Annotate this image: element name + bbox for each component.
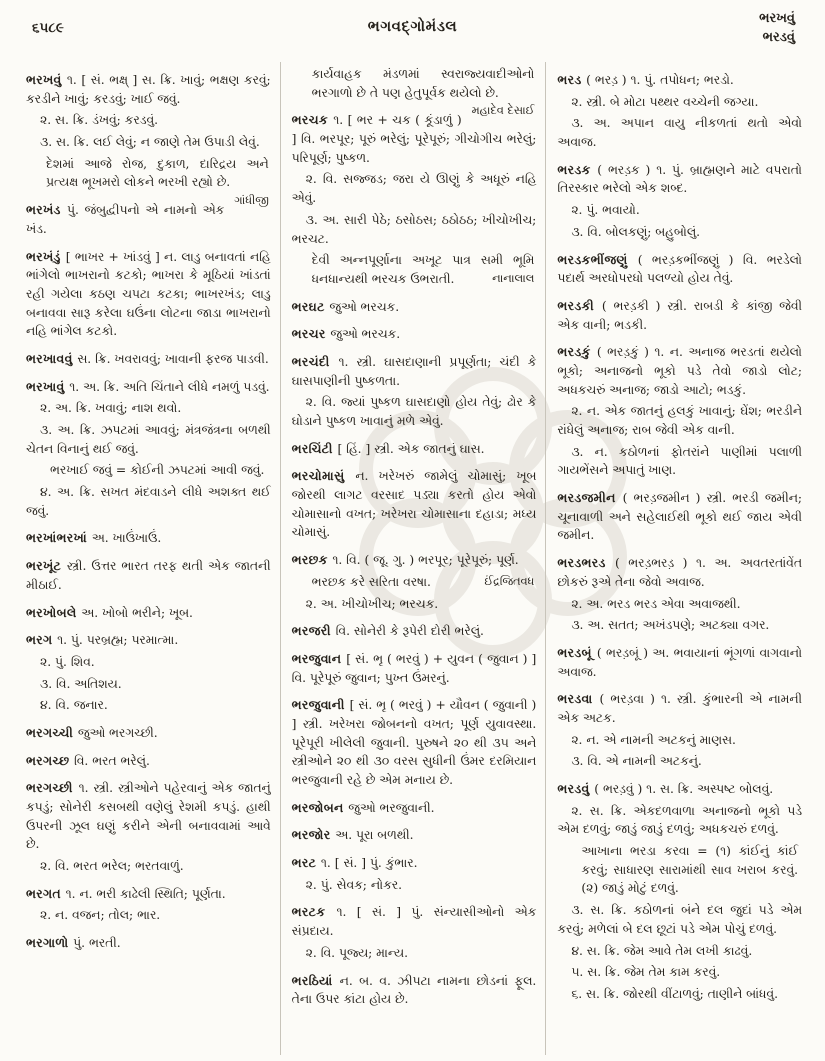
headword: ભરગ <box>26 632 58 648</box>
definition-text: ૨. અ. ભરડ ભરડ એવા અવાજથી. <box>571 596 741 611</box>
sense-line <box>292 876 537 895</box>
definition-text: ૧. [ ભર + ચક ( કૂંડાળું ) ] વિ. ભરપૂર; પૂરું ભરેલું; પૂરેપૂરું; ગીચોગીચ ભરેલું; પરિપૂર્ણ; પુષ્કળ. <box>291 113 537 165</box>
dictionary-entry <box>557 161 802 198</box>
dictionary-entry <box>26 885 271 904</box>
dictionary-entry <box>292 826 537 845</box>
quote-text: ભરછક કરે સરિતા વરષા. <box>311 574 431 589</box>
definition-text: ૩. ન. કઠોળનાં ફોતરાંને પાણીમાં પલાળી ગાયભેંસને અપાતું ખાણ. <box>557 444 803 478</box>
dictionary-entry <box>292 622 537 641</box>
definition-text: ૨. પું. સેવક; નોકર. <box>305 877 403 892</box>
sense-line <box>26 696 271 715</box>
dictionary-entry <box>26 248 271 341</box>
headword: ભરડકભીંજણું <box>557 251 638 267</box>
dictionary-column-3 <box>545 62 811 1055</box>
definition-text: ૧. સ્ત્રી. સ્ત્રીઓને પહેરવાનું એક જાતનું કપડું; સોનેરી કસબથી વણેલું રેશમી કપડું. હાથી ઉપરની ઝૂલ ઘણું કરીને એની બનાવવામાં આવે છે. <box>26 781 271 852</box>
sense-line <box>557 901 802 938</box>
definition-text: ( ભરડ઼ ) ૧. પું. તપોધન; ભરડો. <box>586 73 734 87</box>
definition-text: ન. ખરેખરું જામેલું ચોમાસું; ખૂબ જોરથી લાગટ વરસાદ પડ્યા કરતો હોય એવો ચોમાસાનો વખત; ખરેખરા ચોમાસાના દહાડા; મધ્ય ચોમાસું. <box>291 469 537 540</box>
idiom-line <box>557 842 802 898</box>
quote-text: કાર્યવાહક મંડળમાં સ્વરાજ્યવાદીઓનો ભરગાળો છે તે પણ હેતુપૂર્વક થયેલો છે. <box>311 67 535 100</box>
definition-text: ન. બ. વ. ઝીપટા નામના છોડનાં ફૂલ. તેના ઉપર કાંટા હોય છે. <box>291 973 537 1007</box>
definition-text: ૨. ન. વજન; તોલ; ભાર. <box>40 908 161 923</box>
headword: ભરગત <box>26 885 66 901</box>
sense-line <box>557 201 802 220</box>
text-columns <box>22 62 811 1055</box>
sense-line <box>26 857 271 876</box>
headword: ભરછક <box>291 552 333 568</box>
definition-text: ૨. સ. ક્રિ. એકદળવાળા અનાજનો ભૂકો પડે એમ દળવું; જાડું જાડું દળવું; અધકચરું દળવું. <box>557 803 803 837</box>
definition-text: ૨. વિ. જ્યાં પુષ્કળ ઘાસદાણો હોય તેવું; ઢોર કે ઘોડાને પુષ્કળ ખાવાનું મળે એવું. <box>291 395 537 428</box>
quote-attribution: નાનાલાલ <box>492 271 535 285</box>
sense-line <box>26 483 271 520</box>
definition-text: ૩. વિ. અતિશય. <box>40 676 122 691</box>
definition-text: ૨. વિ. સજ્જડ; જરા યે ઊણું કે અધૂરું નહિ એવું. <box>291 172 537 206</box>
quotation <box>26 155 271 208</box>
sense-line <box>26 675 271 694</box>
headword: ભરગચ્છી <box>26 780 79 796</box>
definition-text: [ સં. ભૃ ( ભરવું ) + યુવન ( જુવાન ) ] વિ. પૂરેપૂરું જુવાન; પુખ્ત ઉંમરનું. <box>291 651 537 685</box>
sense-line <box>557 802 802 839</box>
definition-text: અ. ખોબો ભરીને; ખૂબ. <box>81 605 193 620</box>
definition-text: પું. ભરતી. <box>73 936 121 951</box>
definition-text: જુઓ ભરચક. <box>329 299 400 314</box>
sense-line <box>292 170 537 207</box>
sense-line <box>557 942 802 961</box>
dictionary-entry <box>292 799 537 818</box>
dictionary-entry <box>292 854 537 873</box>
definition-text: ૬. સ. ક્રિ. જોરથી વીંટાળવું; તાણીને બાંધવું. <box>571 986 778 1001</box>
definition-text: ૩. વિ. બોલકણું; બહુબોલું. <box>571 224 701 239</box>
definition-text: ( ભરડ઼બૂં ) અ. ભવાયાનાં ભૂંગળાં વાગવાનો અવાજ. <box>557 645 803 679</box>
dictionary-entry <box>557 644 802 681</box>
definition-text: આખાના ભરડા કરવા = (૧) કાંઈનું કાંઈ કરવું; સાધારણ સારામાંથી સાવ ખરાબ કરવું. (૨) જાડું મોટું દળવું. <box>581 844 799 896</box>
headword: ભરખવું <box>26 72 67 87</box>
sense-line <box>26 133 271 152</box>
definition-text: ૫. સ. ક્રિ. જેમ તેમ કામ કરવું. <box>571 965 721 980</box>
headword: ભરડબૂં <box>557 644 597 660</box>
headword: ભરટ <box>291 855 321 871</box>
headword: ભરચિંટી <box>291 440 338 456</box>
definition-text: ૨. સ. ક્રિ. ડંખવું; કરડવું. <box>40 113 159 128</box>
definition-text: ૧. અ. ક્રિ. અતિ ચિંતાને લીધે નમળું પડવું. <box>69 379 270 394</box>
sense-line <box>292 393 537 430</box>
headword: ભરટક <box>291 904 337 920</box>
page-title: ભગવદ્ગોમંડલ <box>367 17 458 35</box>
headword: ભરખાંભરખાં <box>26 530 92 546</box>
dictionary-entry <box>292 111 537 167</box>
definition-text: ૧. [ સં. ભક્ષ્ ] સ. ક્રિ. ખાવું; ભક્ષણ કરવું; કરડીને ખાવું; કરડવું; ખાઈ જવું. <box>26 73 271 106</box>
definition-text: ૩. અ. સતત; અખંડપણે; અટક્યા વગર. <box>571 618 770 633</box>
definition-text: ૩. અ. સારી પેઠે; ઠસોઠસ; ઠઠોઠઠ; ખીચોખીચ; ભરચટ. <box>291 212 537 246</box>
definition-text: અ. પૂરા બળથી. <box>335 828 414 843</box>
dictionary-entry <box>26 378 271 397</box>
dictionary-entry <box>557 690 802 727</box>
definition-text: ( ભરડ઼જમીન ) સ્ત્રી. ભરડી જમીન; ચૂનાવાળી અને સહેલાઈથી ભૂકો થઈ જાય એવી જમીન. <box>557 491 803 543</box>
definition-text: સ્ત્રી. ઉત્તર ભારત તરફ થતી એક જાતની મીઠાઈ. <box>26 559 271 592</box>
headword: ભરજોર <box>291 827 336 843</box>
definition-text: જુઓ ભરગચ્છી. <box>77 725 158 740</box>
definition-text: ૨. અ. ક્રિ. ખવાવું; નાશ થવો. <box>40 401 182 416</box>
headword: ભરચંદી <box>291 353 339 369</box>
definition-text: [ ભાખર + ખાંડવું ] ન. લાડુ બનાવતાં નહિ ભાંગેલો ભાખરાનો કટકો; ભાખરા કે મૂઠિયાં ખાંડતાં રહી ગયેલા કઠણ ચપટા કટકા; ભાખરખંડ; લાડુ બનાવવા સારૂ કરેલા ઘઉંના લોટના જાડા ભાખરાનો નહિ ભાંગેલ કટકો. <box>26 249 271 339</box>
headword: ભરજોબન <box>291 799 349 815</box>
definition-text: [ સં. ભૃ ( ભરવું ) + યૌવન ( જુવાની ) ] સ્ત્રી. ખરેખરા જોબનનો વખત; પૂર્ણ યુવાવસ્થા. પૂરેપૂરી ખીલેલી જુવાની. પુરુષને ૨૦ થી ૩૫ અને સ્ત્રીઓને ૨૦ થી ૩૦ વરસ સુધીની ઉંમર દરમિયાન ભરજુવાની રહે છે એમ મનાય છે. <box>291 698 537 787</box>
quote-attribution: મહાદેવ દેસાઈ <box>471 104 535 118</box>
definition-text: વિ. ભરત ભરેલું. <box>73 753 150 768</box>
headword: ભરઘટ <box>291 298 330 314</box>
headword: ભરગચ્છ <box>26 752 74 768</box>
dictionary-entry <box>292 551 537 570</box>
headword: ભરખંડું <box>26 248 66 264</box>
quote-attribution: ઈંદ્રજિતવધ <box>484 574 535 588</box>
definition-text: ૪. સ. ક્રિ. જેમ આવે તેમ લખી કાઢવું. <box>571 943 753 958</box>
definition-text: ૪. અ. ક્રિ. સખત મંદવાડને લીધે અશક્ત થઈ જવું. <box>26 485 271 518</box>
definition-text: ( ભરડ઼કું ) ૧. ન. અનાજ ભરડતાં થયેલો ભૂકો; અનાજનો ભૂકો પડે તેવો જાડો લોટ; અધકચરું અનાજ; જાડો આટો; ભડકું. <box>557 345 803 397</box>
definition-text: ૧. [ સં. ] પું. કુંભાર. <box>320 856 418 871</box>
dictionary-entry <box>557 343 802 399</box>
definition-text: ૧. સ્ત્રી. ઘાસદાણાની પ્રપૂર્ણતા; ચંદી કે ઘાસપાણીની પુષ્કળતા. <box>291 354 537 388</box>
dictionary-entry <box>26 71 271 108</box>
dictionary-entry <box>292 972 537 1009</box>
quote-text: દેશમાં આજે રોજ, દુકાળ, દારિદ્રય અને પ્રત્યક્ષ ભૂખમરો લોકને ભરખી રહ્યો છે. <box>46 156 269 190</box>
headword: ભરખોબલે <box>26 604 82 620</box>
guide-words <box>759 10 795 48</box>
sense-line <box>292 944 537 963</box>
definition-text: જુઓ ભરચક. <box>330 327 401 342</box>
headword: ભરગાળો <box>26 935 74 951</box>
definition-text: ૧. પું. પરબ્રહ્મ; પરમાત્મા. <box>57 633 179 648</box>
headword: ભરખંડ <box>26 202 68 218</box>
dictionary-entry <box>557 71 802 90</box>
definition-text: ૩. અ. ક્રિ. ઝપટમાં આવવું; મંત્રજંત્રના બળથી ચેતન વિનાનું થઈ જવું. <box>26 423 271 456</box>
definition-text: જુઓ ભરજુવાની. <box>348 800 435 815</box>
quotation <box>292 251 537 288</box>
headword: ભરડકું <box>557 344 597 360</box>
sense-line <box>557 223 802 242</box>
dictionary-entry <box>292 440 537 459</box>
definition-text: સ. ક્રિ. ખવરાવવું; ખાવાની ફરજ પાડવી. <box>77 351 269 366</box>
dictionary-entry <box>26 631 271 650</box>
definition-text: પું. જંબુદ્વીપનો એ નામનો એક ખંડ. <box>26 203 225 236</box>
definition-text: ૧. ન. ભરી કાઢેલી સ્થિતિ; પૂર્ણતા. <box>65 886 226 901</box>
quotation <box>292 65 537 118</box>
sense-line <box>26 906 271 925</box>
definition-text: ૩. વિ. એ નામની અટકનું. <box>571 754 702 769</box>
definition-text: ( ભરડ઼ક ) ૧. પું. બ્રાહ્મણને માટે વપરાતો તિરસ્કાર ભરેલો એક શબ્દ. <box>557 162 803 196</box>
sense-line <box>557 93 802 112</box>
headword: ભરખાવવું <box>26 350 78 366</box>
guide-word-bottom: ભરડવું <box>762 29 795 45</box>
headword: ભરચક <box>291 112 334 128</box>
definition-text: ૪. વિ. જનાર. <box>40 698 108 713</box>
dictionary-entry <box>292 650 537 687</box>
definition-text: ( ભરડ઼કભીંજણું ) વિ. ભરડેલો પદાર્થ અરધોપરધો પલળ્યો હોય તેવું. <box>557 252 803 286</box>
definition-text: અ. ખાઉંખાઉં. <box>91 531 162 546</box>
headword: ભરચર <box>291 326 331 342</box>
dictionary-column-2 <box>280 62 546 1055</box>
definition-text: વિ. સોનેરી કે રૂપેરી દોરી ભરેલું. <box>335 624 484 639</box>
definition-text: ૩. સ. ક્રિ. કઠોળનાં બંને દલ જુદાં પડે એમ કરવું; મળેલાં બે દલ છૂટાં પડે એમ પોચું દળવું. <box>557 903 803 936</box>
dictionary-entry <box>292 903 537 940</box>
headword: ભરડભરડ <box>557 555 615 571</box>
dictionary-entry <box>557 489 802 545</box>
definition-text: ૨. પું. ભવાયો. <box>571 203 640 218</box>
headword: ભરડક <box>557 161 598 177</box>
dictionary-entry <box>557 554 802 591</box>
sense-line <box>292 211 537 248</box>
headword: ભરડવું <box>557 781 595 796</box>
dictionary-entry <box>26 604 271 623</box>
headword: ભરખૂંટ <box>26 558 67 574</box>
definition-text: ૨. સ્ત્રી. બે મોટા પથ્થર વચ્ચેની જગ્યા. <box>571 94 759 109</box>
dictionary-entry <box>26 201 271 238</box>
quotation <box>292 573 537 592</box>
headword: ભરજરી <box>291 623 336 639</box>
definition-text: ૩. અ. અપાન વાયુ નીકળતાં થતો એવો અવાજ. <box>557 116 803 150</box>
definition-text: ૧. વિ. ( જૂ. ગુ. ) ભરપૂર; પૂરેપૂરું; પૂર્ણ. <box>332 553 519 568</box>
definition-text: ૧. [ સં. ] પું. સંન્યાસીઓનો એક સંપ્રદાય. <box>291 905 537 939</box>
definition-text: ૨. ન. એક જાતનું હલકું ખાવાનું; ઘેંશ; ભરડીને રાંધેલું અનાજ; રાબ જેવી એક વાની. <box>557 404 803 437</box>
definition-text: ૨. ન. એ નામની અટકનું માણસ. <box>571 732 736 747</box>
definition-text: [ હિં. ] સ્ત્રી. એક જાતનું ઘાસ. <box>337 441 485 456</box>
dictionary-entry <box>26 724 271 743</box>
dictionary-entry <box>292 353 537 390</box>
definition-text: ભરખાઈ જવું = કોઈની ઝપટમાં આવી જવું. <box>50 463 265 478</box>
quote-attribution: ગાંધીજી <box>234 194 269 208</box>
dictionary-entry <box>292 696 537 789</box>
definition-text: ૨. વિ. પૂજ્ય; માન્ય. <box>305 945 409 960</box>
definition-text: ૨. પું. શિવ. <box>40 654 95 669</box>
definition-text: ( ભરડ઼કી ) સ્ત્રી. રાબડી કે કાંજી જેવી એક વાની; ભડકી. <box>557 298 802 332</box>
sense-line <box>557 985 802 1004</box>
dictionary-entry <box>557 297 802 334</box>
headword: ભરડજમીન <box>557 490 623 506</box>
dictionary-entry <box>26 350 271 369</box>
quote-text: દેવી અન્નપૂર્ણાના અખૂટ પાત્ર સમી ભૂમિ ધનધાન્યથી ભરચક ઉભરાતી. <box>311 253 535 286</box>
sense-line <box>26 111 271 130</box>
definition-text: ( ભરડ઼ભરડ઼ ) ૧. અ. અવતરતાંવેંત છોકરું રૂએ તેના જેવો અવાજ. <box>557 556 802 589</box>
page-number: ૬૫૮૯ <box>32 20 64 36</box>
guide-word-top: ભરખવું <box>759 11 795 26</box>
headword: ભરજુવાની <box>291 697 350 713</box>
definition-text: ( ભરડ઼વા ) ૧. સ્ત્રી. કુંભારની એ નામની એક અટક. <box>557 692 803 725</box>
sense-line <box>26 399 271 418</box>
dictionary-entry <box>26 529 271 548</box>
sense-line <box>557 752 802 771</box>
headword: ભરગચ્ચી <box>26 724 78 740</box>
headword: ભરઠિયાં <box>291 972 340 988</box>
sense-line <box>557 963 802 982</box>
dictionary-column-1 <box>22 62 280 1055</box>
headword: ભરડવા <box>557 691 600 707</box>
sense-line <box>26 653 271 672</box>
dictionary-entry <box>292 298 537 317</box>
sense-line <box>557 443 802 480</box>
definition-text: ( ભરડ઼વું ) ૧. સ. ક્રિ. અસ્પષ્ટ બોલવું. <box>594 782 774 796</box>
definition-text: ૨. વિ. ભરત ભરેલ; ભરતવાળું. <box>40 859 184 874</box>
dictionary-entry <box>292 467 537 542</box>
sense-line <box>26 421 271 458</box>
sense-line <box>557 402 802 439</box>
dictionary-entry <box>557 251 802 288</box>
headword: ભરજુવાન <box>291 650 347 666</box>
sense-line <box>292 595 537 614</box>
headword: ભરચોમાસું <box>291 468 356 484</box>
sense-line <box>557 731 802 750</box>
dictionary-entry <box>26 934 271 953</box>
headword: ભરડકી <box>557 297 602 313</box>
definition-text: ૨. અ. ખીચોખીચ; ભરચક. <box>305 596 439 611</box>
dictionary-entry <box>557 780 802 799</box>
sense-line <box>557 114 802 151</box>
sense-line <box>557 616 802 635</box>
headword: ભરડ <box>557 72 587 87</box>
dictionary-entry <box>26 752 271 771</box>
definition-text: ૩. સ. ક્રિ. લઈ લેવું; ન જાણે તેમ ઉપાડી લેવું. <box>40 135 260 150</box>
headword: ભરખાવું <box>26 378 70 394</box>
sense-line <box>557 595 802 614</box>
idiom-line <box>26 461 271 480</box>
dictionary-entry <box>26 557 271 594</box>
dictionary-entry <box>26 779 271 854</box>
dictionary-entry <box>292 325 537 344</box>
